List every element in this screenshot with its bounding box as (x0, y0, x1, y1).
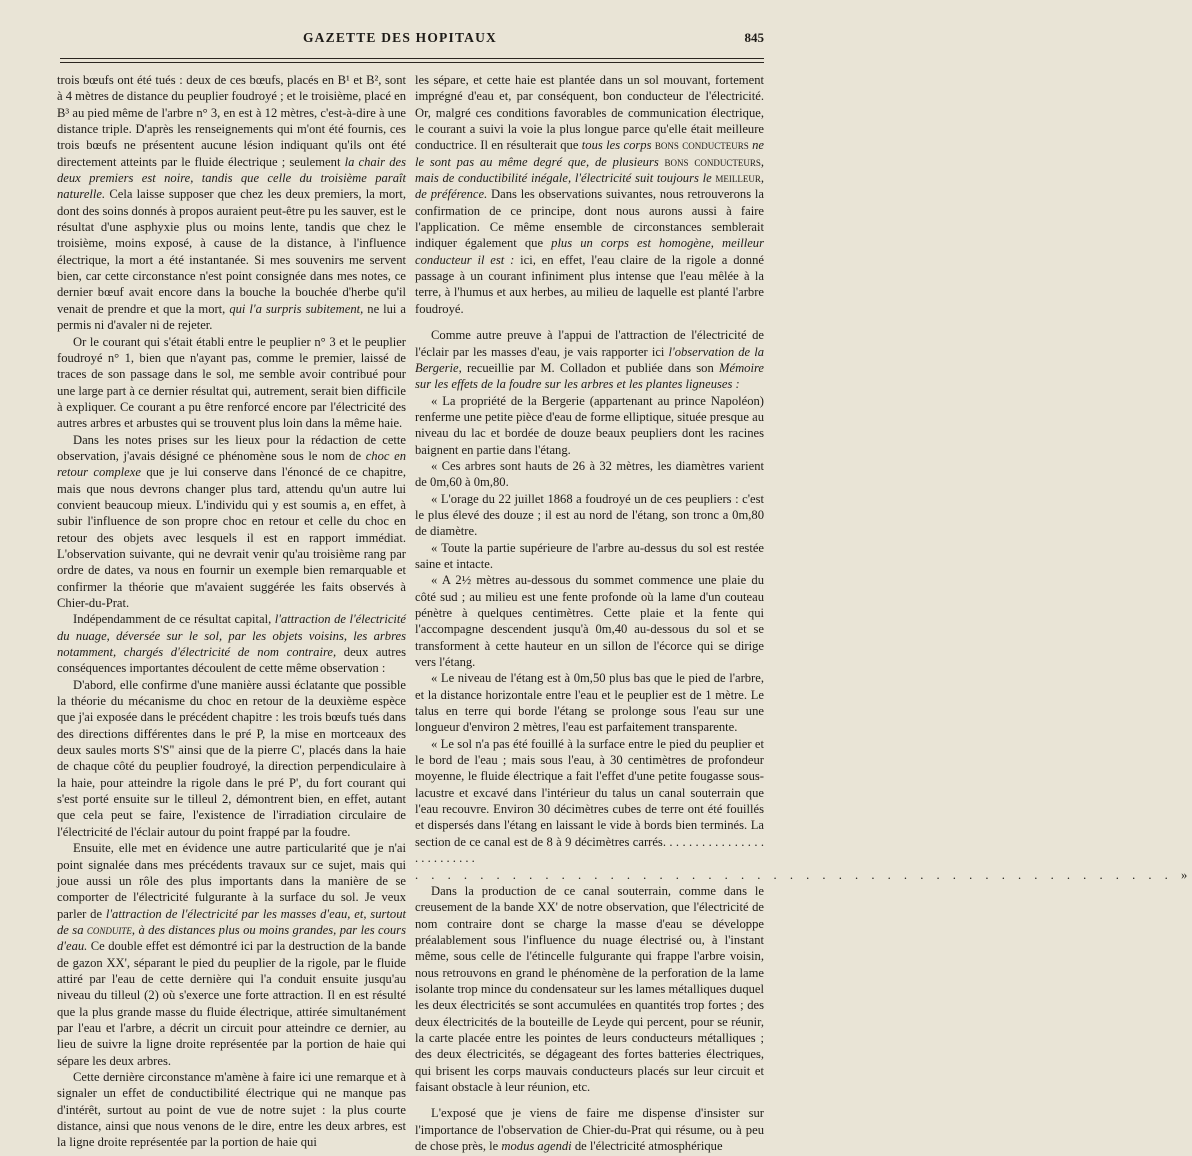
quote-paragraph: « Le sol n'a pas été fouillé à la surface entre le pied du peuplier et le bord de l'eau ; mais sous l'eau, à 30 centimètres de profondeur moyenne, le fluide électrique a fait l'effet d'une petite fougasse sous-lacustre et excavé dans l'intérieur du talus un canal souterrain que l'eau recouvre. Environ 30 décimètres cubes de terre ont été fouillés et dispersés dans l'étang en laissant le vide à bords bien terminés. La section de ce canal est de 8 à 9 décimètres carrés. . . . . . . . . . . . . . . . . . . . . . . . . . (415, 736, 765, 866)
left-column (57, 72, 406, 1151)
running-head (0, 30, 800, 50)
paragraph: Indépendamment de ce résultat capital, l'attraction de l'électricité du nuage, déversée sur le sol, par les objets voisins, les arbres notamment, chargés d'électricité de nom contraire, deux autres conséquences importantes découlent de cette même observation : (57, 612, 407, 676)
paragraph: Dans les notes prises sur les lieux pour la rédaction de cette observation, j'avais désigné ce phénomène sous le nom de choc en retour complexe que je lui conserve dans l'énoncé de ce chapitre, mais que nous devrons changer plus tard, attendu qu'un autre lui convient beaucoup mieux. L'individu qui y est soumis a, en effet, à subir l'influence de son propre choc en retour et celle du choc en retour des objets avec lesquels il est en rapport immédiat. L'observation suivante, qui ne devrait venir qu'au troisième rang par ordre de dates, va nous en fournir un exemple bien remarquable et confirmer la théorie que m'avaient suggérée les faits observés à Chier-du-Prat. (57, 432, 406, 610)
quote-paragraph: « La propriété de la Bergerie (appartenant au prince Napoléon) renferme une petite pièce d'eau de forme elliptique, située presque au niveau du lac et bordée de douze beaux peupliers dont les racines baignent en partie dans l'étang. (415, 393, 764, 457)
paragraph: Cette dernière circonstance m'amène à faire ici une remarque et à signaler un effet de conductibilité électrique qui ne manque pas d'intérêt, surtout au point de vue de notre sujet : la plus courte distance, ainsi que nous venons de le dire, entre les deux arbres, est la ligne droite représentée par la portion de haie qui (57, 1069, 406, 1150)
quote-paragraph: « Toute la partie supérieure de l'arbre au-dessus du sol est restée saine et intacte. (415, 540, 764, 571)
paragraph: les sépare, et cette haie est plantée dans un sol mouvant, fortement imprégné d'eau et, par conséquent, bon conducteur de l'électricité. Or, malgré ces conditions favorables de communication électrique, le courant a suivi la voie la plus longue parce qu'elle était meilleure conductrice. Il en résulterait que tous les corps bons conducteurs ne le sont pas au même degré que, de plusieurs bons conducteurs, mais de conductibilité inégale, l'électricité suit toujours le meilleur, de préférence. Dans les observations suivantes, nous retrouverons la confirmation de ce principe, dont nous aurons aussi à faire l'application. Ce même ensemble de circonstances semblerait indiquer également que plus un corps est homogène, meilleur conducteur il est : ici, en effet, l'eau claire de la rigole a donné passage à un courant infiniment plus intense que l'eau mêlée à la terre, à l'humus et aux herbes, au milieu de laquelle est planté l'arbre foudroyé. (415, 73, 764, 316)
running-title: GAZETTE DES HOPITAUX (302, 30, 498, 45)
paragraph: trois bœufs ont été tués : deux de ces bœufs, placés en B¹ et B², sont à 4 mètres de distance du peuplier foudroyé ; et le troisième, placé en B³ au pied même de l'arbre n° 3, en est à 12 mètres, c'est-à-dire à une distance triple. D'après les renseignements qui m'ont été fournis, ces trois bœufs ne présentent aucune lésion indiquant qu'ils ont été directement atteints par le fluide électrique ; seulement la chair des deux premiers est noire, tandis que celle du troisième paraît naturelle. Cela laisse supposer que chez les deux premiers, la mort, dont des soins donnés à propos auraient peut-être pu les sauver, est le résultat d'une asphyxie plus ou moins lente, tandis que chez le troisième, moins exposé, à cause de la distance, à l'influence électrique, la mort a été instantanée. Si mes souvenirs me servent bien, car cette circonstance n'est point consignée dans mes notes, ce dernier bœuf avait encore dans la bouche la bouchée d'herbe qu'il venait de prendre et que la mort, qui l'a surpris subitement, ne lui a permis ni d'avaler ni de rejeter. (57, 73, 407, 333)
right-column (415, 72, 1192, 1154)
quote-paragraph: « L'orage du 22 juillet 1868 a foudroyé un de ces peupliers : c'est le plus élevé des douze ; il est au nord de l'étang, son tronc a 0m,80 de diamètre. (415, 491, 764, 539)
paragraph: L'exposé que je viens de faire me dispense d'insister sur l'importance de l'observation de Chier-du-Prat qui résume, ou à peu de chose près, le modus agendi de l'électricité atmosphérique (415, 1106, 764, 1153)
paragraph: Ensuite, elle met en évidence une autre particularité que je n'ai point signalée dans mes précédents travaux sur ce sujet, mais qui joue aussi un rôle des plus importants dans la manière de se comporter de l'électricité fulgurante à la surface du sol. Je veux parler de l'attraction de l'électricité par les masses d'eau, et, surtout de sa conduite, à des distances plus ou moins grandes, par les cours d'eau. Ce double effet est démontré ici par la destruction de la bande de gazon XX', séparant le pied du peuplier de la rigole, par le fluide attiré par l'eau de cette dernière qui l'a conduit ensuite jusqu'au niveau du tilleul (2) où s'exerce une forte attraction. Il en est résulté que la plus grande masse du fluide électrique, attirée simultanément par l'eau et l'arbre, a décrit un circuit pour atteindre ce dernier, au lieu de suivre la ligne droite représentée par la portion de haie qui sépare les deux arbres. (57, 841, 406, 1068)
ellipsis-line: . . . . . . . . . . . . . . . . . . . . . . . . . . . . . . . . . . . . . . . . . . . . . . . » (415, 867, 1192, 882)
page-number: 845 (744, 30, 764, 45)
paragraph: Dans la production de ce canal souterrain, comme dans le creusement de la bande XX' de notre observation, que l'électricité de nom contraire dont se charge la masse d'eau se développe préalablement sous l'influence du nuage électrisé ou, à l'instant même, sous celle de l'étincelle fulgurante qui frappe l'arbre voisin, nous retrouvons en grand le phénomène de la perforation de la lame isolante trop mince du condensateur sur les lames métalliques duquel les deux électricités se sont accumulées en quantités trop fortes ; des deux électricités de la bouteille de Leyde qui percent, pour se réunir, la carte placée entre les pointes de leurs conducteurs métalliques ; des deux électricités, se dégageant des fortes batteries électriques, qui brisent les corps mauvais conducteurs placés sur leur circuit et faisant obstacle à leur réunion, etc. (415, 883, 764, 1094)
header-rule (60, 58, 764, 59)
paragraph: D'abord, elle confirme d'une manière aussi éclatante que possible la théorie du mécanisme du choc en retour de la deuxième espèce que j'ai exposée dans le précédent chapitre : les trois bœufs tués dans des directions différentes dans le pré P, la mise en mortceaux des deux saules morts S'S'' ainsi que de la pierre C', placés dans la haie de chaque côté du peuplier foudroyé, la direction perpendiculaire à la haie, pour atteindre la rigole dans le pré P', du fort courant qui s'est porté ensuite sur le tilleul 2, démontrent bien, en effet, autant que cela peut se faire, l'existence de l'irradiation circulaire de l'électricité de l'éclair autour du point frappé par la foudre. (57, 677, 406, 839)
paragraph: Comme autre preuve à l'appui de l'attraction de l'électricité de l'éclair par les masses d'eau, je vais rapporter ici l'observation de la Bergerie, recueillie par M. Colladon et publiée dans son Mémoire sur les effets de la foudre sur les arbres et les plantes ligneuses : (415, 328, 764, 392)
quote-paragraph: « Ces arbres sont hauts de 26 à 32 mètres, les diamètres varient de 0m,60 à 0m,80. (415, 458, 764, 490)
quote-paragraph: « A 2½ mètres au-dessous du sommet commence une plaie du côté sud ; au milieu est une fente profonde où la lame d'un couteau pénètre à quelques centimètres. Cette plaie et la fente qui l'accompagne descendent jusqu'à 0m,40 au-dessous du sol et se transforment à cette hauteur en un sillon de l'écorce qui se dirige vers l'étang. (415, 573, 764, 670)
header-rule-thin (60, 62, 764, 63)
quote-paragraph: « Le niveau de l'étang est à 0m,50 plus bas que le pied de l'arbre, et la distance horizontale entre l'eau et le peuplier est de 1 mètre. Le talus en terre qui borde l'étang se prolonge sous l'eau sur une longueur d'environ 2 mètres, l'eau est parfaitement transparente. (415, 671, 764, 735)
paragraph: Or le courant qui s'était établi entre le peuplier n° 3 et le peuplier foudroyé n° 1, bien que n'ayant pas, comme le premier, laissé de traces de son passage dans le sol, me semble avoir contribué pour une large part à ce dernier résultat qui, autrement, serait bien difficile à expliquer. Ce courant a pu être renforcé encore par l'électricité des autres arbres et arbustes qui se trouvent plus loin dans la même haie. (57, 334, 406, 431)
